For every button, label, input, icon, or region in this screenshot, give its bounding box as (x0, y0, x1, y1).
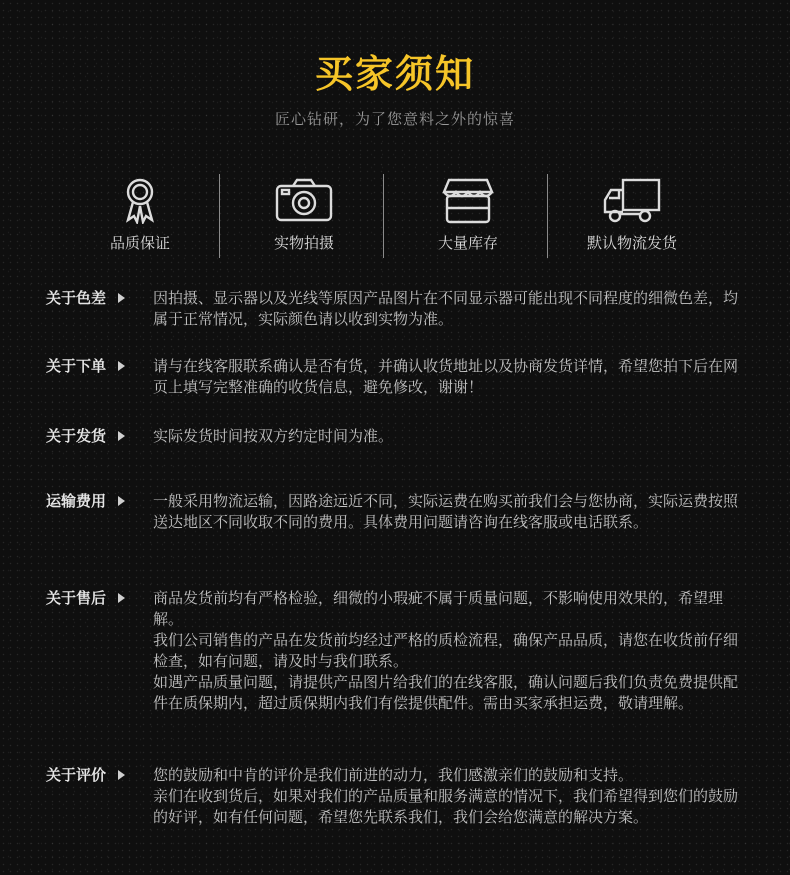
award-ribbon-icon (107, 176, 173, 224)
section-body: 您的鼓励和中肯的评价是我们前进的动力，我们感激亲们的鼓励和支持。 亲们在收到货后，如果对我们的产品质量和服务满意的情况下，我们希望得到您们的鼓励的好评，如有任何问题，希望您先联系我们，我们会给您满意的解决方案。 (153, 766, 739, 826)
section-body: 实际发货时间按双方约定时间为准。 (153, 427, 394, 445)
arrow-right-icon (118, 361, 125, 371)
section-body: 请与在线客服联系确认是否有货，并确认收货地址以及协商发货详情，希望您拍下后在网页上填写完整准确的收货信息，避免修改，谢谢！ (153, 357, 739, 396)
feature-stock (386, 172, 550, 258)
section-heading: 运输费用 (46, 491, 125, 512)
feature-label: 默认物流发货 (586, 234, 677, 252)
arrow-right-icon (118, 593, 125, 603)
feature-photo (222, 172, 386, 258)
arrow-right-icon (118, 293, 125, 303)
shop-storefront-icon (435, 176, 501, 224)
section-body: 一般采用物流运输，因路途远近不同，实际运费在购买前我们会与您协商，实际运费按照送达地区不同收取不同的费用。具体费用问题请咨询在线客服或电话联系。 (153, 492, 739, 531)
feature-bar (58, 172, 714, 258)
section-heading: 关于售后 (46, 588, 125, 609)
page-subtitle: 匠心钻研，为了您意料之外的惊喜 (274, 110, 515, 128)
page-title: 买家须知 (314, 52, 475, 96)
feature-quality (58, 172, 222, 258)
feature-divider (219, 174, 220, 258)
arrow-right-icon (118, 496, 125, 506)
section-body: 商品发货前均有严格检验，细微的小瑕疵不属于质量问题，不影响使用效果的，希望理解。 我们公司销售的产品在发货前均经过严格的质检流程，确保产品品质，请您在收货前仔细检查，如有问题，请及时与我们联系。 如遇产品质量问题，请提供产品图片给我们的在线客服，确认问题后我们负责免费提供配件在质保期内，超过质保期内我们有偿提供配件。需由买家承担运费，敬请理解。 (153, 589, 739, 712)
feature-label: 品质保证 (109, 234, 170, 252)
camera-icon (271, 176, 337, 224)
section-heading: 关于下单 (46, 356, 125, 377)
feature-divider (383, 174, 384, 258)
section-heading: 关于色差 (46, 288, 125, 309)
section-heading: 关于评价 (46, 765, 125, 786)
feature-label: 大量库存 (437, 234, 498, 252)
delivery-truck-icon (599, 176, 665, 224)
feature-divider (547, 174, 548, 258)
feature-label: 实物拍摄 (273, 234, 334, 252)
section-heading: 关于发货 (46, 426, 125, 447)
feature-shipping (550, 172, 714, 258)
arrow-right-icon (118, 770, 125, 780)
arrow-right-icon (118, 431, 125, 441)
section-body: 因拍摄、显示器以及光线等原因产品图片在不同显示器可能出现不同程度的细微色差，均属于正常情况，实际颜色请以收到实物为准。 (153, 289, 739, 328)
